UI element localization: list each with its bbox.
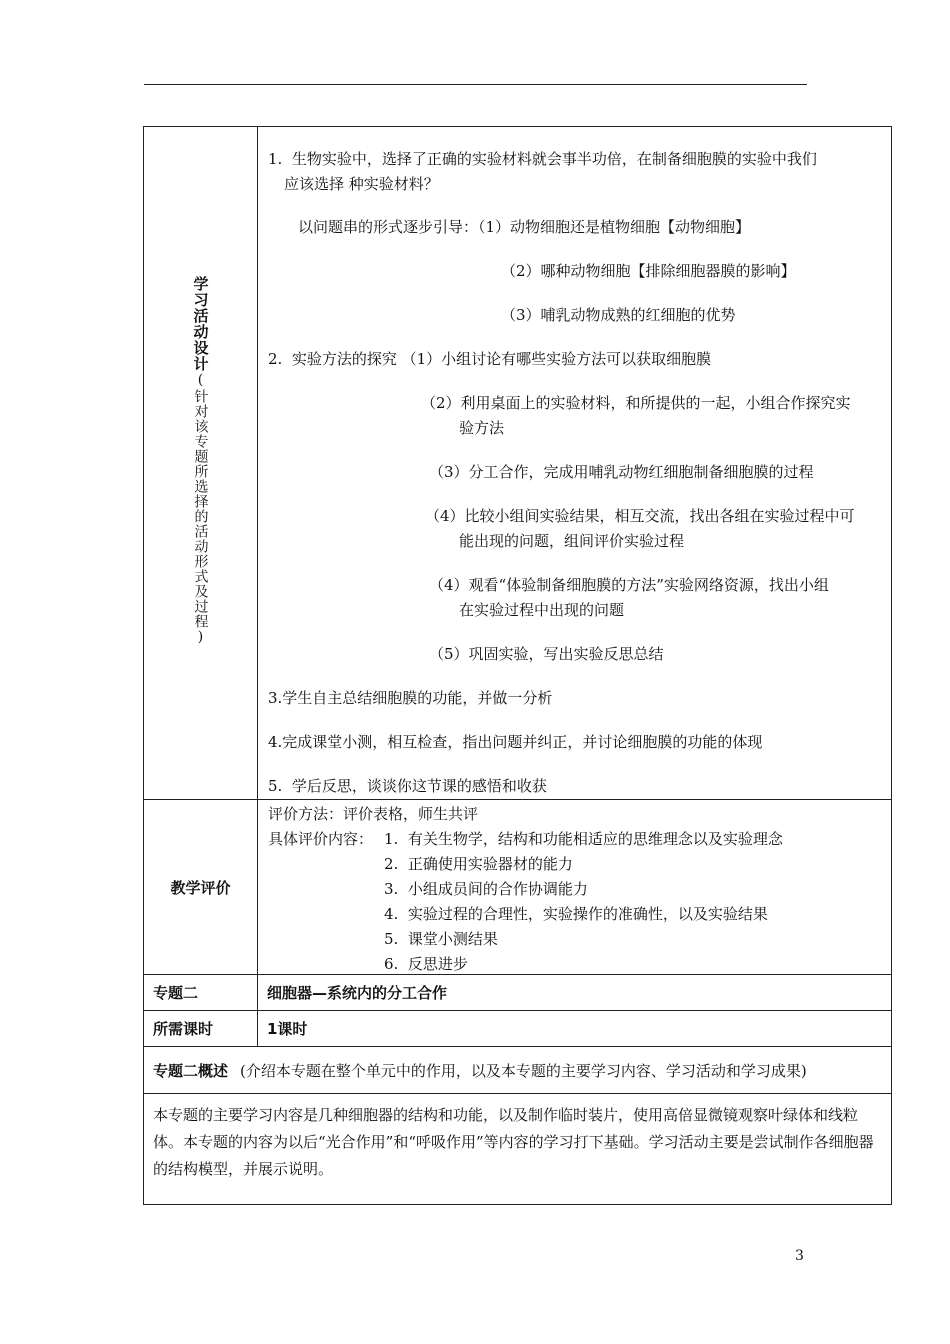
evaluation-item: 4. 实验过程的合理性，实验操作的准确性，以及实验结果 [384, 905, 768, 923]
evaluation-item: 3. 小组成员间的合作协调能力 [384, 880, 588, 898]
activity-item-2-2a: （2）利用桌面上的实验材料，和所提供的一起，小组合作探究实 [421, 394, 851, 412]
header-rule [144, 84, 807, 85]
hours-label: 所需课时 [144, 1011, 258, 1047]
activity-item-2-3: （3）分工合作，完成用哺乳动物红细胞制备细胞膜的过程 [429, 463, 814, 481]
activity-label-note: (针对该专题所选择的活动形式及过程) [192, 372, 209, 646]
evaluation-label: 教学评价 [170, 878, 231, 897]
evaluation-item: 2. 正确使用实验器材的能力 [384, 855, 573, 873]
page-number: 3 [795, 1248, 804, 1264]
activity-item-2-2b: 验方法 [459, 419, 505, 437]
activity-item-1a: 1. 生物实验中，选择了正确的实验材料就会事半功倍，在制备细胞膜的实验中我们 [268, 150, 817, 168]
activity-item-guide: 以问题串的形式逐步引导：（1）动物细胞还是植物细胞【动物细胞】 [298, 218, 751, 236]
hours-row [144, 1011, 892, 1047]
overview-header-row [144, 1047, 892, 1094]
topic2-row [144, 975, 892, 1011]
activity-label-cell [144, 127, 258, 800]
evaluation-item: 5. 课堂小测结果 [384, 930, 498, 948]
activity-content-cell [258, 127, 892, 800]
evaluation-content-cell [258, 800, 892, 975]
topic2-title: 细胞器—系统内的分工合作 [258, 975, 892, 1011]
overview-header-cell [144, 1047, 892, 1094]
lesson-plan-table [143, 126, 892, 1205]
activity-label-title: 学习活动设计 [191, 276, 210, 372]
activity-item-2-4-videob: 在实验过程中出现的问题 [459, 601, 625, 619]
evaluation-content-prefix: 具体评价内容： [268, 830, 374, 848]
activity-item-guide-2: （2）哪种动物细胞【排除细胞器膜的影响】 [501, 262, 796, 280]
activity-item-2-4-videoa: （4）观看“体验制备细胞膜的方法”实验网络资源，找出小组 [429, 576, 829, 594]
evaluation-row [144, 800, 892, 975]
activity-item-5: 5. 学后反思，谈谈你这节课的感悟和收获 [268, 777, 547, 795]
overview-title: 专题二概述 [153, 1061, 229, 1080]
overview-note: (介绍本专题在整个单元中的作用，以及本专题的主要学习内容、学习活动和学习成果) [240, 1061, 807, 1080]
activity-item-4: 4.完成课堂小测，相互检查，指出问题并纠正，并讨论细胞膜的功能的体现 [268, 733, 763, 751]
hours-value: 1课时 [258, 1011, 892, 1047]
activity-item-2: 2. 实验方法的探究 （1）小组讨论有哪些实验方法可以获取细胞膜 [268, 350, 712, 368]
activity-item-1b: 应该选择 种实验材料？ [284, 175, 439, 193]
activity-design-label [192, 276, 210, 646]
evaluation-item: 1. 有关生物学，结构和功能相适应的思维理念以及实验理念 [384, 830, 783, 848]
evaluation-method: 评价方法：评价表格，师生共评 [268, 805, 479, 823]
topic2-label: 专题二 [144, 975, 258, 1011]
activity-item-3: 3.学生自主总结细胞膜的功能，并做一分析 [268, 689, 553, 707]
activity-item-guide-3: （3）哺乳动物成熟的红细胞的优势 [501, 306, 736, 324]
evaluation-item: 6. 反思进步 [384, 955, 468, 973]
activity-item-2-4a: （4）比较小组间实验结果，相互交流，找出各组在实验过程中可 [425, 507, 855, 525]
activity-design-row [144, 127, 892, 800]
evaluation-label-cell [144, 800, 258, 975]
activity-item-2-5: （5）巩固实验，写出实验反思总结 [429, 645, 664, 663]
activity-item-2-4b: 能出现的问题，组间评价实验过程 [459, 532, 685, 550]
overview-body: 本专题的主要学习内容是几种细胞器的结构和功能，以及制作临时装片，使用高倍显微镜观察叶绿体和线粒体。本专题的内容为以后“光合作用”和“呼吸作用”等内容的学习打下基础。学习活动主要是尝试制作各细胞器的结构模型，并展示说明。 [144, 1094, 892, 1205]
overview-body-row [144, 1094, 892, 1205]
